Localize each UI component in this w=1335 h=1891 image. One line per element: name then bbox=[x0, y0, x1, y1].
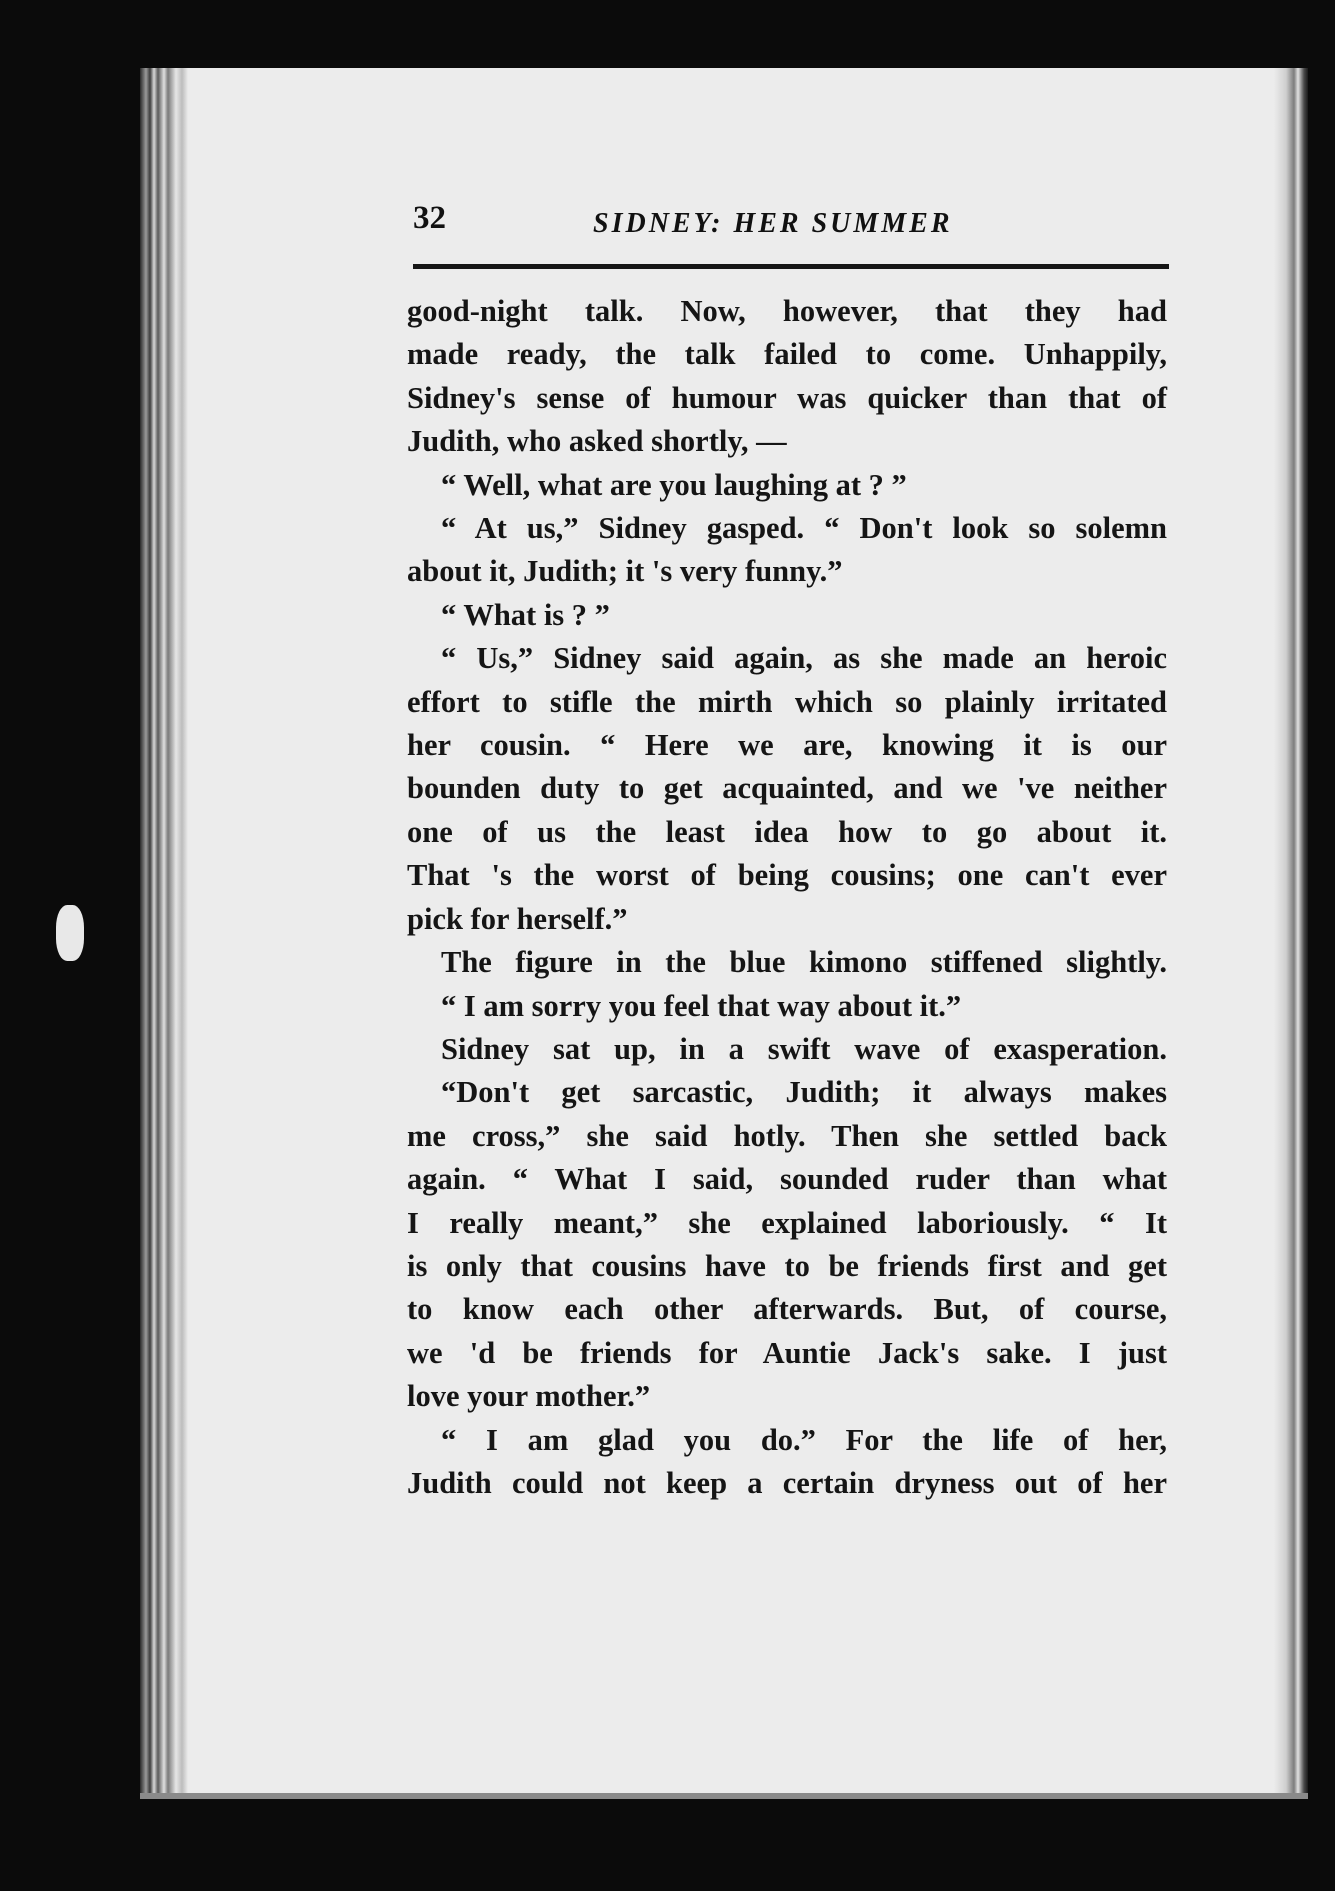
text-line: “ Well, what are you laughing at ? ” bbox=[441, 467, 907, 502]
text-line: made ready, the talk failed to come. Unhappily, bbox=[407, 337, 1167, 372]
text-line: Sidney's sense of humour was quicker than that of bbox=[407, 380, 1167, 415]
text-line: good-night talk. Now, however, that they had bbox=[407, 294, 1167, 328]
text-line: we 'd be friends for Auntie Jack's sake. I just bbox=[407, 1335, 1167, 1370]
text-line: “ What is ? ” bbox=[441, 597, 610, 632]
page-right-edge bbox=[1274, 68, 1308, 1793]
text-line: “ I am sorry you feel that way about it.” bbox=[441, 988, 962, 1023]
text-line: is only that cousins have to be friends first and get bbox=[407, 1248, 1167, 1283]
text-line: again. “ What I said, sounded ruder than what bbox=[407, 1162, 1167, 1197]
text-line: “ Us,” Sidney said again, as she made an heroic bbox=[441, 641, 1167, 676]
running-header bbox=[413, 200, 1167, 250]
header-rule bbox=[413, 264, 1169, 269]
text-line: to know each other afterwards. But, of course, bbox=[407, 1292, 1167, 1327]
text-line: Sidney sat up, in a swift wave of exasperation. bbox=[441, 1031, 1167, 1066]
text-line: love your mother.” bbox=[407, 1379, 651, 1414]
text-line: one of us the least idea how to go about it. bbox=[407, 814, 1167, 849]
text-line: about it, Judith; it 's very funny.” bbox=[407, 554, 843, 589]
text-line: Judith, who asked shortly, — bbox=[407, 424, 787, 459]
text-line: bounden duty to get acquainted, and we 've neither bbox=[407, 771, 1167, 806]
running-title: SIDNEY: HER SUMMER bbox=[593, 208, 953, 239]
page-binding-edge bbox=[140, 68, 188, 1793]
text-line: effort to stifle the mirth which so plainly irritated bbox=[407, 684, 1167, 719]
text-line: her cousin. “ Here we are, knowing it is our bbox=[407, 728, 1167, 763]
text-line: That 's the worst of being cousins; one can't ever bbox=[407, 858, 1167, 893]
text-line: “ At us,” Sidney gasped. “ Don't look so solemn bbox=[441, 511, 1167, 546]
text-line: The figure in the blue kimono stiffened slightly. bbox=[441, 945, 1167, 980]
text-line: Judith could not keep a certain dryness out of her bbox=[407, 1465, 1167, 1500]
body-text bbox=[407, 290, 1167, 1505]
text-line: I really meant,” she explained laboriously. “ It bbox=[407, 1205, 1167, 1240]
text-line: pick for herself.” bbox=[407, 901, 628, 936]
text-line: me cross,” she said hotly. Then she settled back bbox=[407, 1118, 1167, 1153]
text-line: “Don't get sarcastic, Judith; it always makes bbox=[441, 1075, 1167, 1110]
scan-speck bbox=[56, 905, 84, 961]
page-number: 32 bbox=[413, 200, 446, 236]
text-line: “ I am glad you do.” For the life of her, bbox=[441, 1422, 1167, 1457]
